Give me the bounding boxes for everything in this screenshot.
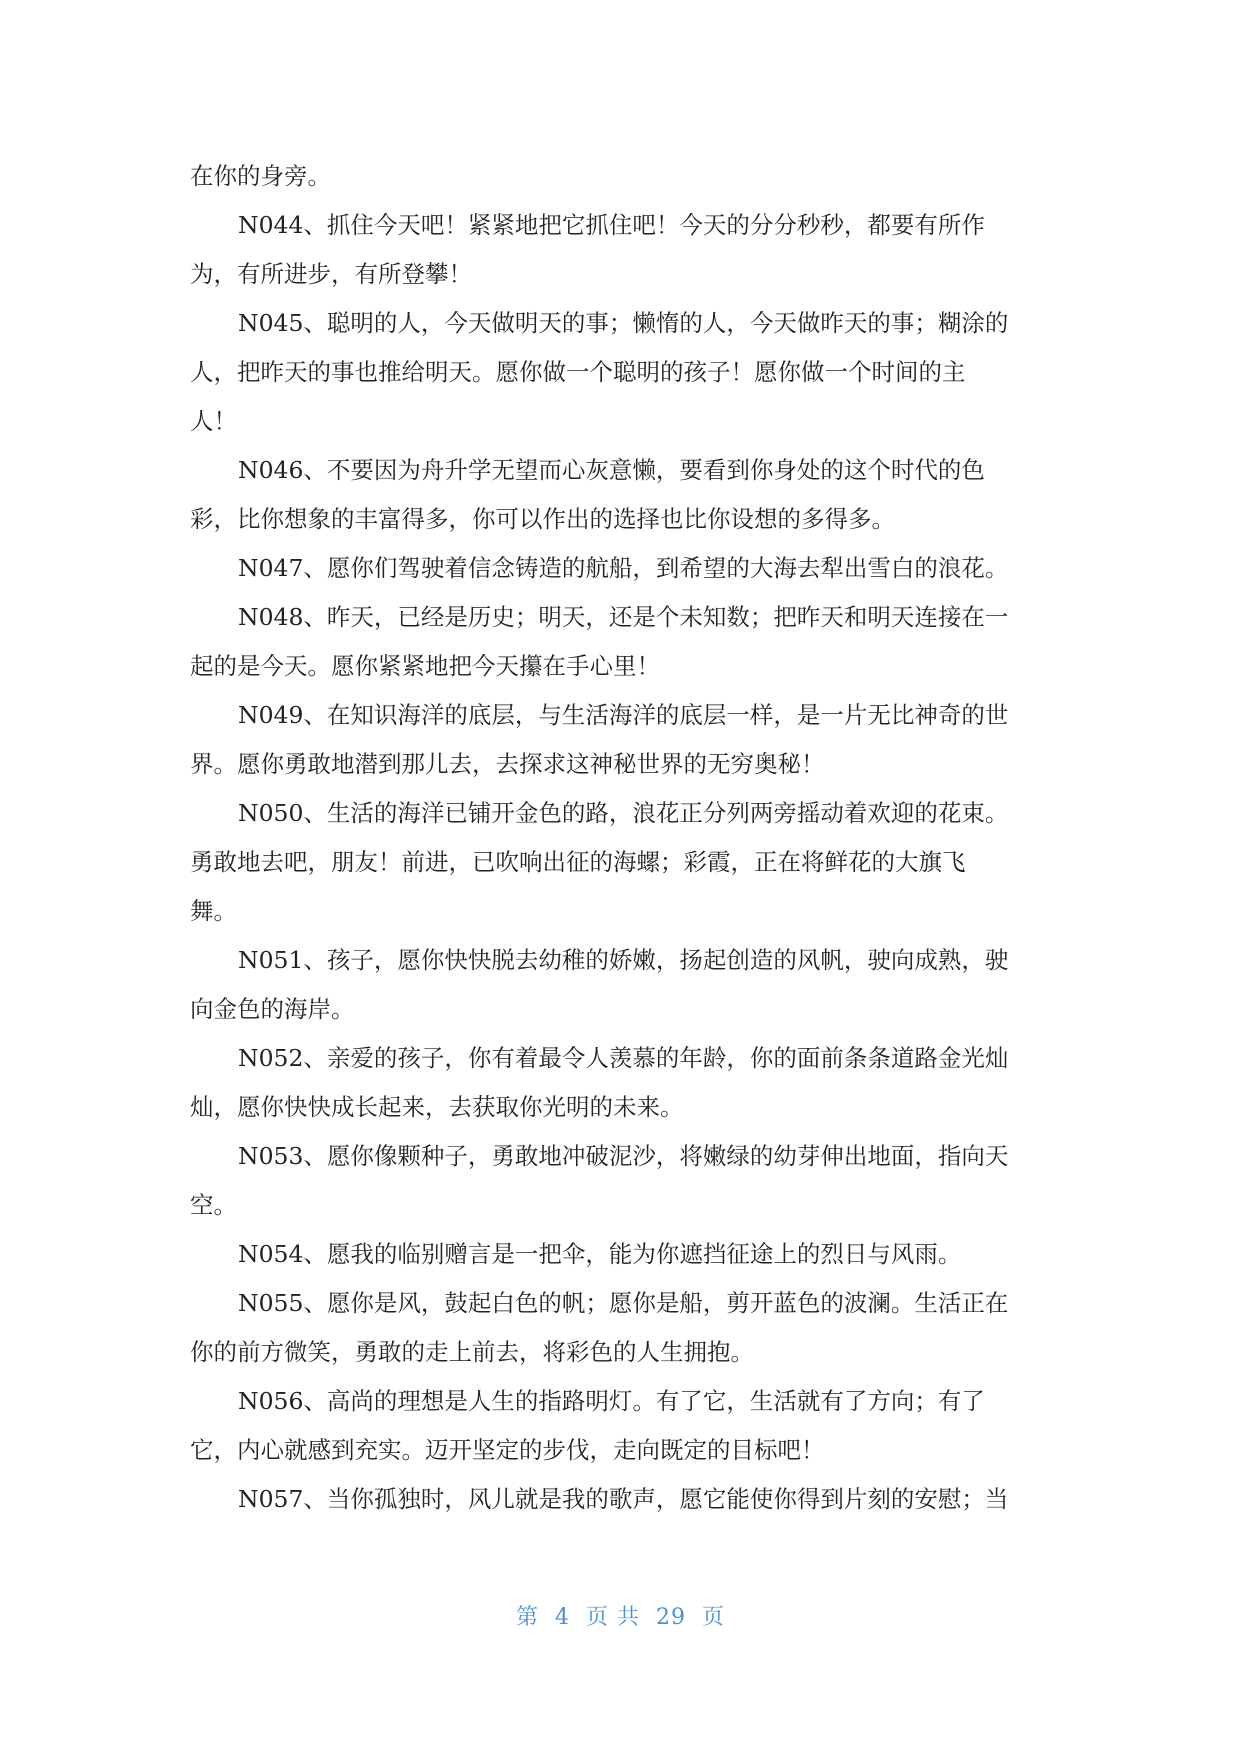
- text-line: 向金色的海岸。: [190, 995, 355, 1023]
- text-line: N049、在知识海洋的底层，与生活海洋的底层一样，是一片无比神奇的世: [238, 701, 1009, 729]
- text-line: 界。愿你勇敢地潜到那儿去，去探求这神秘世界的无穷奥秘！: [190, 750, 825, 778]
- text-line: N044、抓住今天吧！紧紧地把它抓住吧！今天的分分秒秒，都要有所作: [238, 211, 985, 239]
- text-line: 为，有所进步，有所登攀！: [190, 260, 472, 288]
- text-line: N055、愿你是风，鼓起白色的帆；愿你是船，剪开蓝色的波澜。生活正在: [238, 1289, 1009, 1317]
- text-line: 起的是今天。愿你紧紧地把今天攥在手心里！: [190, 652, 660, 680]
- text-line: N057、当你孤独时，风儿就是我的歌声，愿它能使你得到片刻的安慰；当: [238, 1485, 1009, 1513]
- text-line: N047、愿你们驾驶着信念铸造的航船，到希望的大海去犁出雪白的浪花。: [238, 554, 1009, 582]
- text-line: N052、亲爱的孩子，你有着最令人羡慕的年龄，你的面前条条道路金光灿: [238, 1044, 1009, 1072]
- document-body: [190, 152, 1050, 1524]
- text-line: 你的前方微笑，勇敢的走上前去，将彩色的人生拥抱。: [190, 1338, 754, 1366]
- page-footer: 第 4 页 共 29 页: [516, 1605, 725, 1630]
- text-line: N048、昨天，已经是历史；明天，还是个未知数；把昨天和明天连接在一: [238, 603, 1009, 631]
- text-line: 人，把昨天的事也推给明天。愿你做一个聪明的孩子！愿你做一个时间的主: [190, 358, 966, 386]
- text-line: 舞。: [190, 897, 237, 925]
- text-line: N051、孩子，愿你快快脱去幼稚的娇嫩，扬起创造的风帆，驶向成熟，驶: [238, 946, 1009, 974]
- text-line: N050、生活的海洋已铺开金色的路，浪花正分列两旁摇动着欢迎的花束。: [238, 799, 1009, 827]
- text-line: N054、愿我的临别赠言是一把伞，能为你遮挡征途上的烈日与风雨。: [238, 1240, 962, 1268]
- text-line: 灿，愿你快快成长起来，去获取你光明的未来。: [190, 1093, 684, 1121]
- text-line: 在你的身旁。: [190, 162, 331, 190]
- text-line: 空。: [190, 1191, 237, 1219]
- text-line: 彩，比你想象的丰富得多，你可以作出的选择也比你设想的多得多。: [190, 505, 895, 533]
- text-line: N045、聪明的人，今天做明天的事；懒惰的人，今天做昨天的事；糊涂的: [238, 309, 1009, 337]
- text-line: N056、高尚的理想是人生的指路明灯。有了它，生活就有了方向；有了: [238, 1387, 985, 1415]
- text-line: N053、愿你像颗种子，勇敢地冲破泥沙，将嫩绿的幼芽伸出地面，指向天: [238, 1142, 1009, 1170]
- text-line: N046、不要因为舟升学无望而心灰意懒，要看到你身处的这个时代的色: [238, 456, 985, 484]
- text-line: 人！: [190, 407, 237, 435]
- text-line: 它，内心就感到充实。迈开坚定的步伐，走向既定的目标吧！: [190, 1436, 825, 1464]
- text-line: 勇敢地去吧，朋友！前进，已吹响出征的海螺；彩霞，正在将鲜花的大旗飞: [190, 848, 966, 876]
